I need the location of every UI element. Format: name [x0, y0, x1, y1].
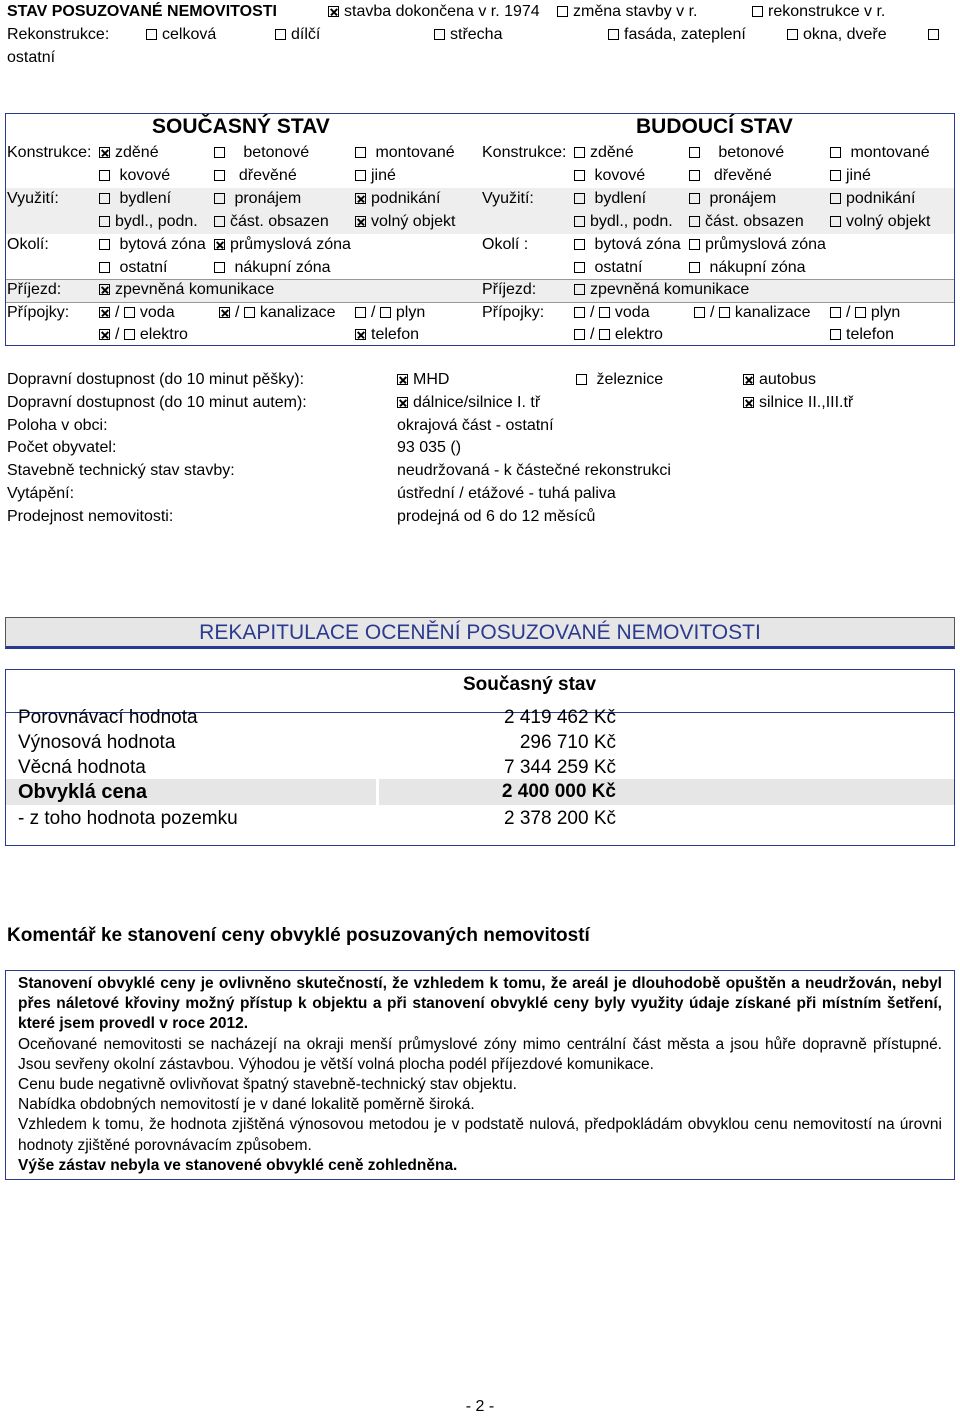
fut-betonove: betonové — [689, 144, 784, 162]
checkbox-empty-icon — [830, 147, 841, 158]
checkbox-checked-icon — [397, 397, 408, 408]
checkbox-checked-icon — [219, 307, 230, 318]
fut-pronajem: pronájem — [689, 190, 776, 208]
reconstruction-option: rekonstrukce v r. — [752, 3, 885, 21]
fut-elektro: / elektro — [574, 326, 663, 344]
status-title: STAV POSUZOVANÉ NEMOVITOSTI — [7, 3, 277, 20]
position-label: Poloha v obci: — [7, 417, 108, 434]
recap-row-value: 2 419 462 Kč — [504, 707, 616, 728]
recap-row-label: Porovnávací hodnota — [18, 707, 198, 728]
future-vyuziti-label: Využití: — [482, 190, 534, 207]
checkbox-empty-icon — [599, 307, 610, 318]
comment-paragraph: Oceňované nemovitosti se nacházejí na okraji menší průmyslové zóny mimo centrální část města a jsou hůře dopravně přístupné. Jsou sevřeny okolní zástavbou. Výhodou je větší volná plocha podél příjezdové komunikace. — [18, 1035, 942, 1073]
recap-row-label: - z toho hodnota pozemku — [18, 808, 238, 829]
cur-ostatni: ostatní — [99, 259, 167, 277]
recap-column-header: Současný stav — [463, 674, 597, 695]
recap-title: REKAPITULACE OCENĚNÍ POSUZOVANÉ NEMOVITOSTI — [199, 621, 761, 644]
cur-voda: / voda — [99, 304, 175, 322]
cur-kanalizace: / kanalizace — [219, 304, 336, 322]
checkbox-empty-icon — [124, 307, 135, 318]
checkbox-empty-icon — [214, 147, 225, 158]
heating-label: Vytápění: — [7, 485, 75, 502]
checkbox-checked-icon — [355, 193, 366, 204]
fut-drevene: dřevěné — [689, 167, 772, 185]
checkbox-empty-icon — [689, 239, 700, 250]
comment-heading: Komentář ke stanovení ceny obvyklé posuzovaných nemovitostí — [7, 925, 590, 946]
recon-other-box — [928, 26, 944, 44]
heating-value: ústřední / etážové - tuhá paliva — [397, 485, 616, 502]
checkbox-empty-icon — [99, 216, 110, 227]
fut-voda: / voda — [574, 304, 650, 322]
checkbox-empty-icon — [275, 29, 286, 40]
checkbox-empty-icon — [574, 239, 585, 250]
checkbox-checked-icon — [214, 239, 225, 250]
checkbox-checked-icon — [743, 374, 754, 385]
recap-row-value: 2 378 200 Kč — [504, 808, 616, 829]
cur-betonove: betonové — [214, 144, 309, 162]
checkbox-empty-icon — [124, 329, 135, 340]
checkbox-checked-icon — [355, 329, 366, 340]
cur-prumyslova-zona: průmyslová zóna — [214, 236, 351, 254]
cur-jine: jiné — [355, 167, 396, 185]
recon-facade: fasáda, zateplení — [608, 26, 746, 44]
checkbox-empty-icon — [434, 29, 445, 40]
walk-rail: železnice — [576, 371, 663, 389]
future-konstrukce-label: Konstrukce: — [482, 144, 567, 161]
comment-paragraph: Vzhledem k tomu, že hodnota zjištěná výnosovou metodou je v podstatě nulová, předpokládám obvyklou cenu nemovitostí na úrovni hodnoty zjištěné porovnávacím způsobem. — [18, 1116, 942, 1154]
cur-cast-obsazen: část. obsazen — [214, 213, 329, 231]
recon-label: Rekonstrukce: — [7, 26, 110, 43]
fut-kovove: kovové — [574, 167, 645, 185]
checkbox-empty-icon — [855, 307, 866, 318]
checkbox-empty-icon — [689, 193, 700, 204]
checkbox-empty-icon — [830, 307, 841, 318]
cur-pronajem: pronájem — [214, 190, 301, 208]
checkbox-empty-icon — [752, 6, 763, 17]
checkbox-empty-icon — [689, 147, 700, 158]
checkbox-empty-icon — [576, 374, 587, 385]
checkbox-empty-icon — [214, 262, 225, 273]
fut-prumyslova-zona: průmyslová zóna — [689, 236, 826, 254]
comment-box — [5, 970, 955, 1180]
checkbox-empty-icon — [244, 307, 255, 318]
checkbox-empty-icon — [694, 307, 705, 318]
checkbox-empty-icon — [719, 307, 730, 318]
checkbox-empty-icon — [574, 193, 585, 204]
recap-row-value: 7 344 259 Kč — [504, 757, 616, 778]
cur-zdene: zděné — [99, 144, 159, 162]
fut-telefon: telefon — [830, 326, 894, 344]
fut-cast-obsazen: část. obsazen — [689, 213, 804, 231]
checkbox-checked-icon — [99, 307, 110, 318]
recap-row-label: Věcná hodnota — [18, 757, 146, 778]
checkbox-checked-icon — [99, 147, 110, 158]
cur-zpevnena: zpevněná komunikace — [99, 281, 274, 299]
future-okoli-label: Okolí : — [482, 236, 529, 253]
checkbox-empty-icon — [830, 193, 841, 204]
checkbox-checked-icon — [397, 374, 408, 385]
fut-nakupni-zona: nákupní zóna — [689, 259, 806, 277]
cur-bytova-zona: bytová zóna — [99, 236, 206, 254]
cur-drevene: dřevěné — [214, 167, 297, 185]
fut-bydl-podn: bydl., podn. — [574, 213, 673, 231]
checkbox-empty-icon — [574, 307, 585, 318]
cur-volny-objekt: volný objekt — [355, 213, 456, 231]
fut-podnikani: podnikání — [830, 190, 915, 208]
vyuziti-label: Využití: — [7, 190, 59, 207]
cur-elektro: / elektro — [99, 326, 188, 344]
fut-kanalizace: / kanalizace — [694, 304, 811, 322]
checkbox-empty-icon — [380, 307, 391, 318]
checkbox-empty-icon — [599, 329, 610, 340]
checkbox-empty-icon — [146, 29, 157, 40]
cur-kovove: kovové — [99, 167, 170, 185]
walk-mhd: MHD — [397, 371, 449, 389]
page-number: - 2 - — [465, 1398, 495, 1415]
changed-option: změna stavby v r. — [557, 3, 698, 21]
checkbox-empty-icon — [99, 170, 110, 181]
cur-nakupni-zona: nákupní zóna — [214, 259, 331, 277]
future-state-title: BUDOUCÍ STAV — [636, 115, 793, 138]
checkbox-empty-icon — [574, 170, 585, 181]
checkbox-empty-icon — [608, 29, 619, 40]
checkbox-checked-icon — [355, 216, 366, 227]
car-label: Dopravní dostupnost (do 10 minut autem): — [7, 394, 307, 411]
checkbox-empty-icon — [574, 329, 585, 340]
fut-ostatni: ostatní — [574, 259, 642, 277]
checkbox-empty-icon — [689, 216, 700, 227]
checkbox-empty-icon — [355, 147, 366, 158]
condition-label: Stavebně technický stav stavby: — [7, 462, 235, 479]
cur-podnikani: podnikání — [355, 190, 440, 208]
checkbox-checked-icon — [99, 329, 110, 340]
status-heading — [7, 3, 277, 21]
comment-paragraph: Cenu bude negativně ovlivňovat špatný stavebně-technický stav objektu. — [18, 1076, 517, 1094]
population-label: Počet obyvatel: — [7, 439, 117, 456]
checkbox-empty-icon — [214, 193, 225, 204]
pripojky-label: Přípojky: — [7, 304, 70, 321]
fut-volny-objekt: volný objekt — [830, 213, 931, 231]
cur-bydl-podn: bydl., podn. — [99, 213, 198, 231]
recon-total: celková — [146, 26, 216, 44]
checkbox-empty-icon — [574, 262, 585, 273]
cur-montovane: montované — [355, 144, 455, 162]
checkbox-empty-icon — [574, 216, 585, 227]
fut-zpevnena: zpevněná komunikace — [574, 281, 749, 299]
completed-option: stavba dokončena v r. 1974 — [328, 3, 540, 21]
sale-value: prodejná od 6 do 12 měsíců — [397, 508, 596, 525]
recap-row-label: Obvyklá cena — [18, 781, 147, 803]
checkbox-empty-icon — [787, 29, 798, 40]
fut-jine: jiné — [830, 167, 871, 185]
prijezd-label: Příjezd: — [7, 281, 62, 298]
current-state-title: SOUČASNÝ STAV — [152, 115, 330, 138]
fut-bytova-zona: bytová zóna — [574, 236, 681, 254]
recap-row-value: 2 400 000 Kč — [501, 781, 616, 802]
recap-title-bar — [5, 617, 955, 649]
cur-bydleni: bydlení — [99, 190, 171, 208]
checkbox-empty-icon — [214, 216, 225, 227]
checkbox-empty-icon — [830, 329, 841, 340]
checkbox-empty-icon — [689, 262, 700, 273]
checkbox-empty-icon — [99, 262, 110, 273]
recap-highlight-right — [379, 779, 954, 805]
sale-label: Prodejnost nemovitosti: — [7, 508, 174, 525]
recap-row-value: 296 710 Kč — [519, 732, 616, 753]
condition-value: neudržovaná - k částečné rekonstrukci — [397, 462, 671, 479]
checkbox-empty-icon — [355, 307, 366, 318]
cur-plyn: / plyn — [355, 304, 425, 322]
checkbox-checked-icon — [743, 397, 754, 408]
fut-zdene: zděné — [574, 144, 634, 162]
car-highway: dálnice/silnice I. tř — [397, 394, 540, 412]
okoli-label: Okolí: — [7, 236, 49, 253]
checkbox-empty-icon — [830, 216, 841, 227]
checkbox-empty-icon — [574, 147, 585, 158]
recon-windows: okna, dveře — [787, 26, 887, 44]
checkbox-empty-icon — [214, 170, 225, 181]
checkbox-empty-icon — [99, 193, 110, 204]
checkbox-empty-icon — [574, 284, 585, 295]
konstrukce-label: Konstrukce: — [7, 144, 92, 161]
recon-roof: střecha — [434, 26, 502, 44]
future-pripojky-label: Přípojky: — [482, 304, 545, 321]
population-value: 93 035 () — [397, 439, 462, 456]
checkbox-empty-icon — [99, 239, 110, 250]
recap-table — [5, 669, 955, 846]
checkbox-empty-icon — [928, 29, 939, 40]
walk-label: Dopravní dostupnost (do 10 minut pěšky): — [7, 371, 305, 388]
recap-row-label: Výnosová hodnota — [18, 732, 176, 753]
comment-paragraph: Nabídka obdobných nemovitostí je v dané lokalitě poměrně široká. — [18, 1096, 475, 1114]
comment-paragraph: Stanovení obvyklé ceny je ovlivněno skutečností, že vzhledem k tomu, že areál je dlouhodobě opuštěn a neudržován, nebyl přes náletové křoviny možný přístup k objektu a při stanovení obvyklé ceny byly využity údaje získané při místním šetření, které jsem provedl v roce 2012. — [18, 975, 942, 1033]
checkbox-checked-icon — [328, 6, 339, 17]
cur-telefon: telefon — [355, 326, 419, 344]
checkbox-empty-icon — [830, 170, 841, 181]
checkbox-empty-icon — [557, 6, 568, 17]
fut-montovane: montované — [830, 144, 930, 162]
future-prijezd-label: Příjezd: — [482, 281, 537, 298]
checkbox-empty-icon — [689, 170, 700, 181]
car-road: silnice II.,III.tř — [743, 394, 853, 412]
walk-bus: autobus — [743, 371, 816, 389]
checkbox-checked-icon — [99, 284, 110, 295]
fut-bydleni: bydlení — [574, 190, 646, 208]
recon-other-label: ostatní — [7, 49, 56, 66]
comment-paragraph: Výše zástav nebyla ve stanovené obvyklé ceně zohledněna. — [18, 1156, 458, 1174]
position-value: okrajová část - ostatní — [397, 417, 554, 434]
fut-plyn: / plyn — [830, 304, 900, 322]
checkbox-empty-icon — [355, 170, 366, 181]
recon-partial: dílčí — [275, 26, 320, 44]
status-table — [5, 113, 955, 346]
